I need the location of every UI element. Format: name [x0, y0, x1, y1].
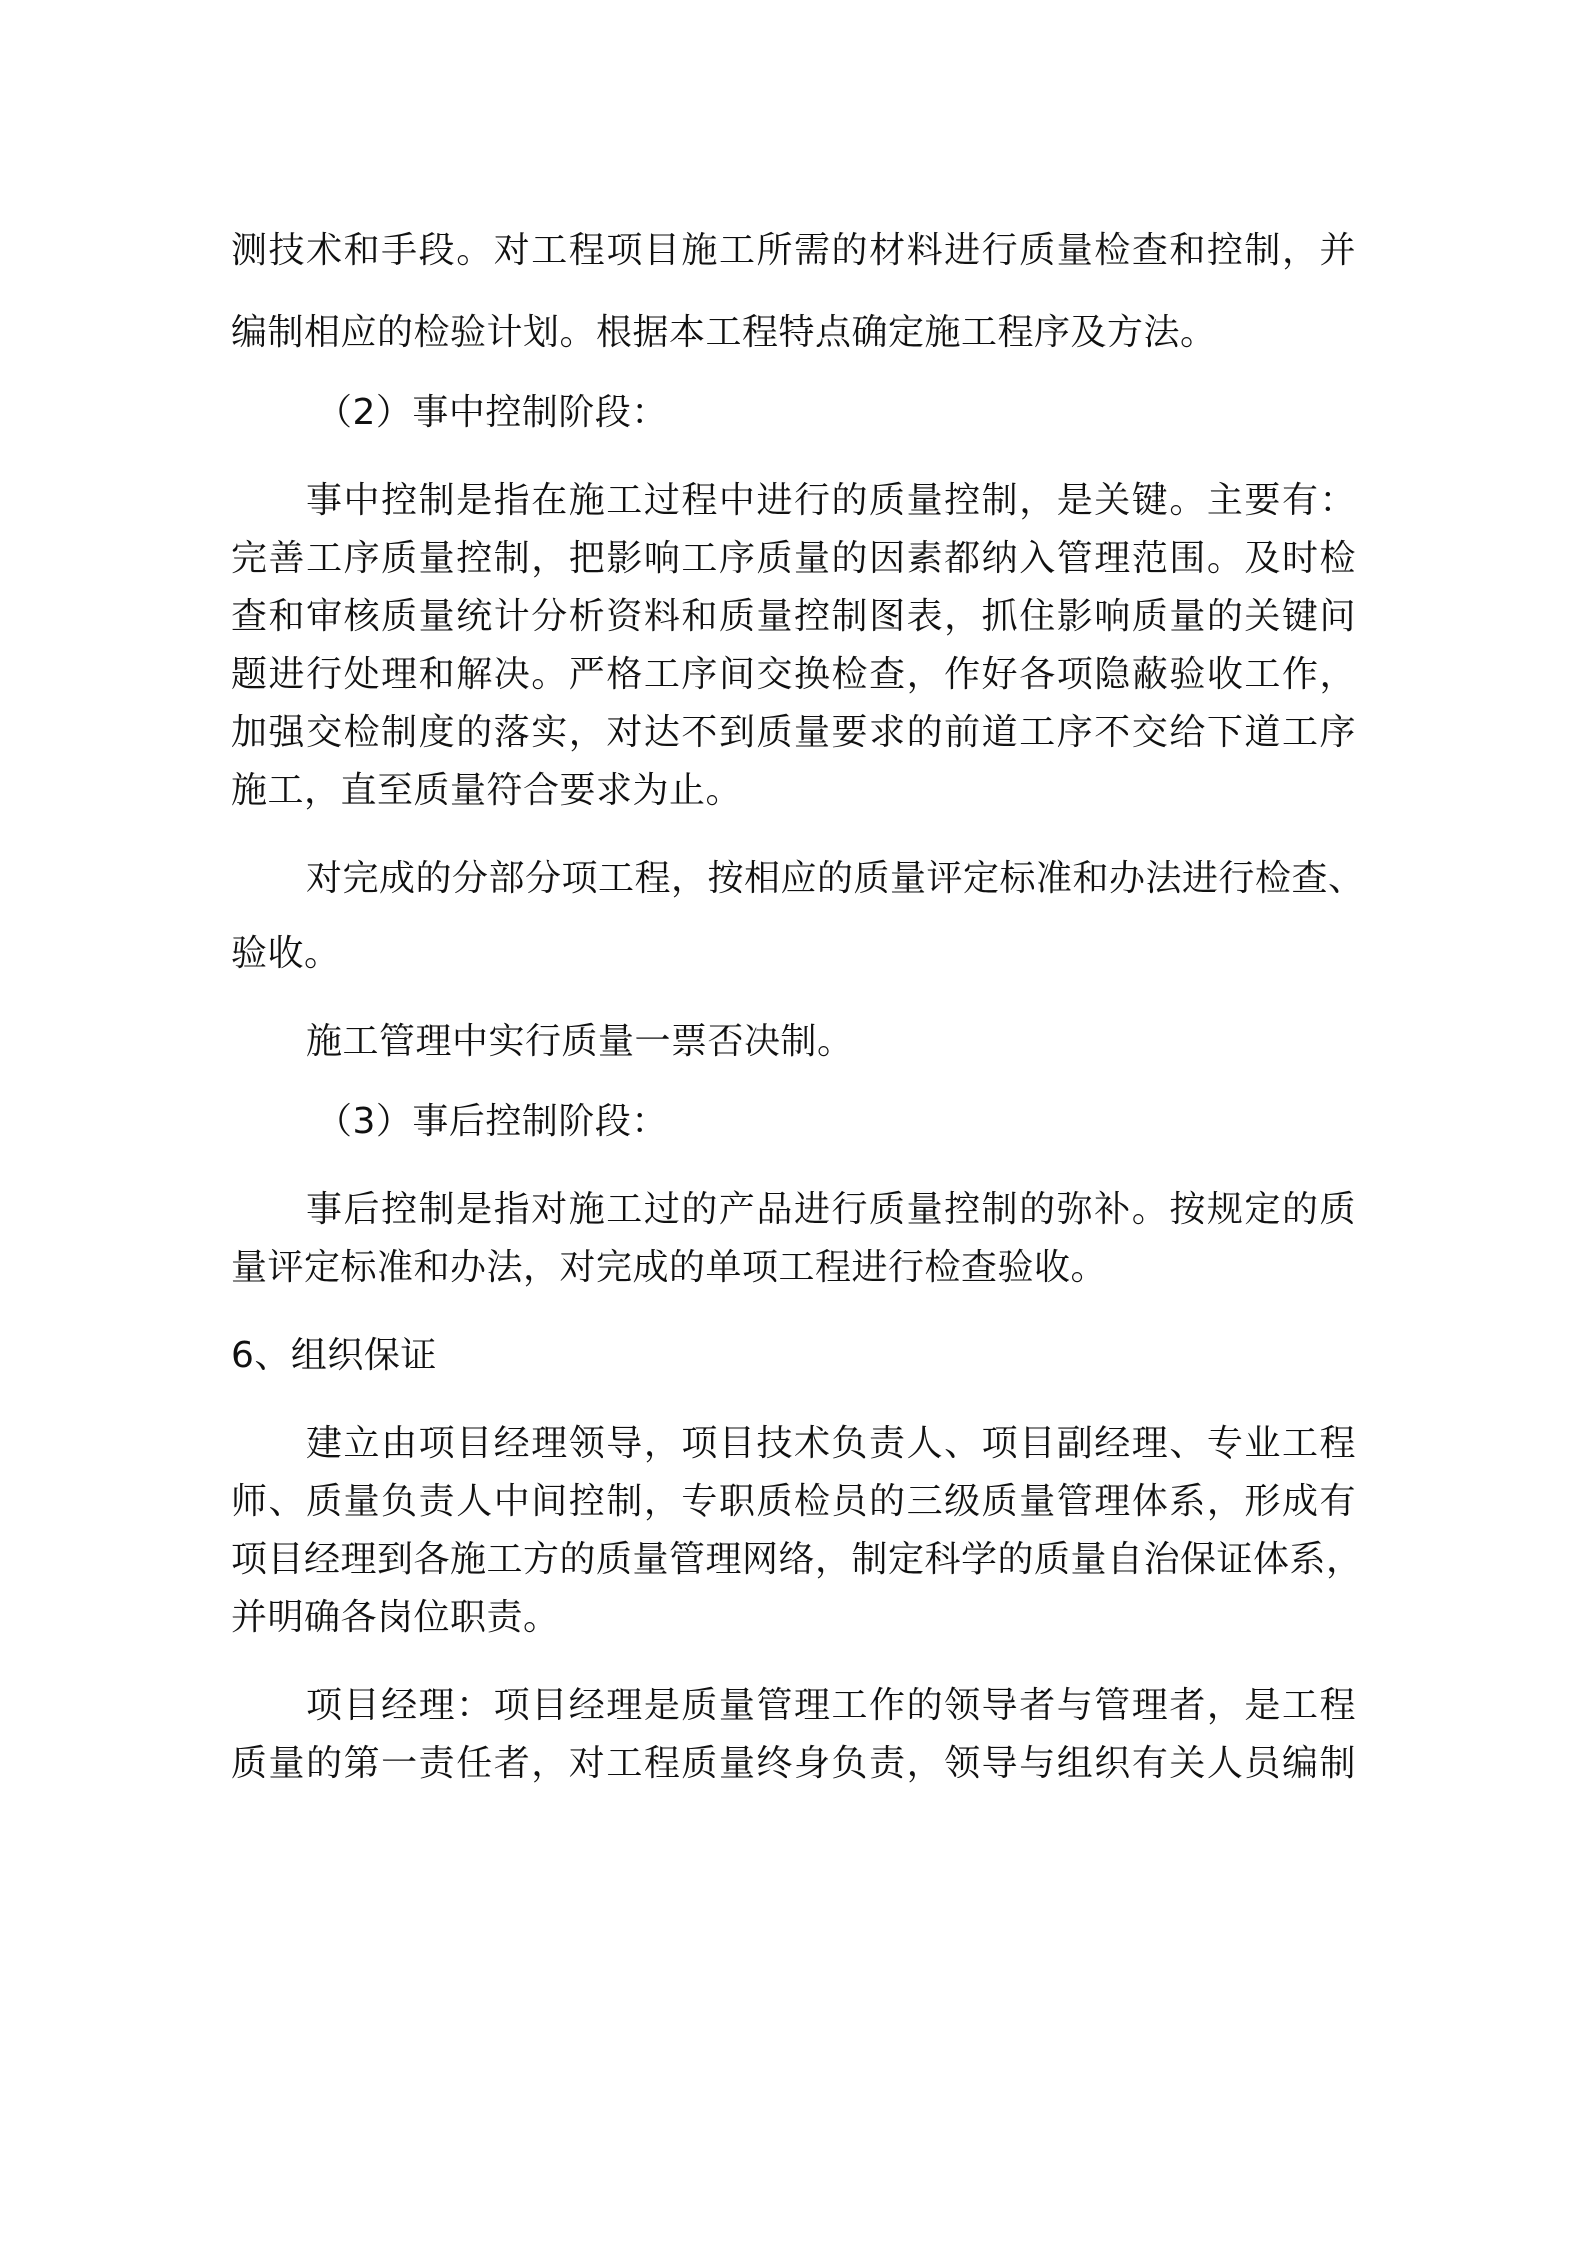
text-line: 加强交检制度的落实，对达不到质量要求的前道工序不交给下道工序 [231, 712, 1356, 753]
section-heading-post-control [231, 1101, 1356, 1142]
text-line: 编制相应的检验计划。根据本工程特点确定施工程序及方法。 [231, 312, 1217, 353]
paragraph-project-manager-duty [231, 1685, 1356, 1784]
text-line: 项目经理：项目经理是质量管理工作的领导者与管理者，是工程 [306, 1685, 1356, 1726]
text-line: 查和审核质量统计分析资料和质量控制图表，抓住影响质量的关键问 [231, 596, 1356, 637]
paragraph-materials-inspection [231, 230, 1356, 353]
section-heading-organization-guarantee [231, 1335, 1356, 1376]
text-line: 测技术和手段。对工程项目施工所需的材料进行质量检查和控制，并 [231, 230, 1356, 271]
text-line: 质量的第一责任者，对工程质量终身负责，领导与组织有关人员编制 [231, 1743, 1356, 1784]
text-line: 题进行处理和解决。严格工序间交换检查，作好各项隐蔽验收工作， [231, 654, 1356, 695]
text-line: 事后控制是指对施工过的产品进行质量控制的弥补。按规定的质 [306, 1189, 1356, 1230]
text-line: 完善工序质量控制，把影响工序质量的因素都纳入管理范围。及时检 [231, 538, 1356, 579]
document-body [231, 230, 1365, 1784]
section-heading-in-process-control [231, 392, 1356, 433]
text-line: 施工，直至质量符合要求为止。 [231, 770, 743, 811]
text-line: 量评定标准和办法，对完成的单项工程进行检查验收。 [231, 1247, 1108, 1288]
heading-line: （2）事中控制阶段： [316, 392, 668, 433]
text-line: 师、质量负责人中间控制，专职质检员的三级质量管理体系，形成有 [231, 1481, 1356, 1522]
text-line: 施工管理中实行质量一票否决制。 [306, 1021, 854, 1062]
text-line: 并明确各岗位职责。 [231, 1597, 560, 1638]
text-line: 事中控制是指在施工过程中进行的质量控制，是关键。主要有： [306, 480, 1356, 521]
paragraph-post-control [231, 1189, 1356, 1288]
paragraph-in-process-control [231, 480, 1356, 811]
text-line: 项目经理到各施工方的质量管理网络，制定科学的质量自治保证体系， [231, 1539, 1363, 1580]
paragraph-subitem-acceptance [231, 858, 1365, 974]
heading-line: （3）事后控制阶段： [316, 1101, 668, 1142]
text-line: 建立由项目经理领导，项目技术负责人、项目副经理、专业工程 [306, 1423, 1356, 1464]
paragraph-management-system [231, 1423, 1363, 1638]
heading-line: 6、组织保证 [231, 1335, 437, 1376]
text-line: 对完成的分部分项工程，按相应的质量评定标准和办法进行检查、 [306, 858, 1365, 899]
text-line: 验收。 [231, 933, 341, 974]
paragraph-quality-veto [231, 1021, 1356, 1062]
